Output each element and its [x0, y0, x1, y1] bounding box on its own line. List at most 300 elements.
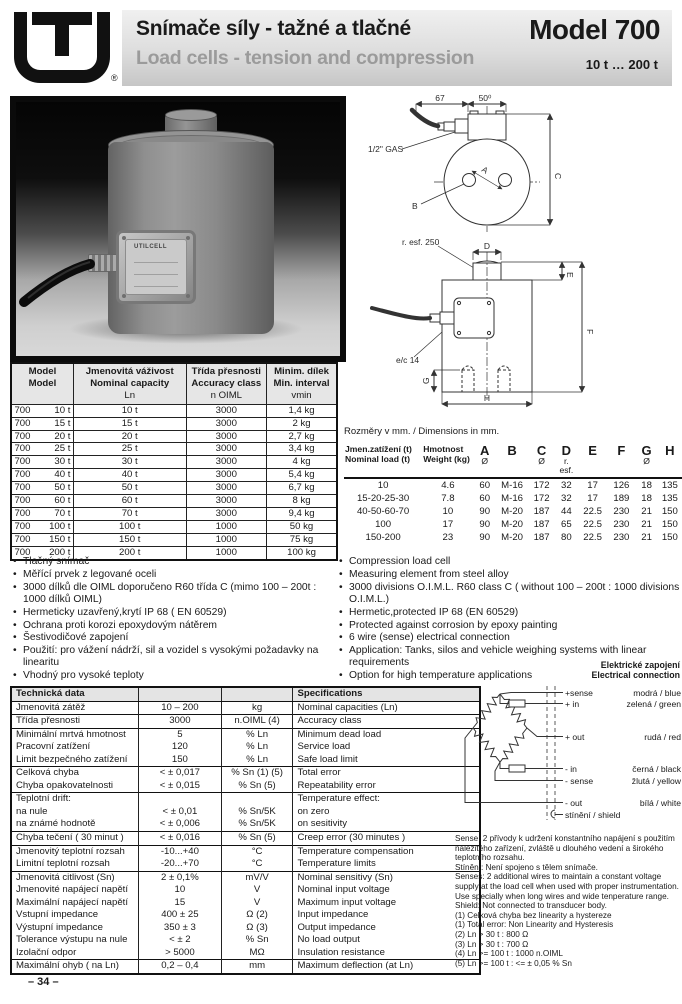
cell-capacity: 150 t [73, 533, 186, 546]
cell-model: 700 15 t [11, 417, 73, 430]
cell-class: 1000 [186, 533, 266, 546]
spec-label-en: Maximum input voltage [293, 897, 480, 910]
table-row [344, 492, 682, 505]
cell-interval: 50 kg [267, 520, 337, 533]
cell-model: 700 50 t [11, 482, 73, 495]
spec-label-en: Nominal sensitivy (Sn) [293, 871, 480, 884]
cell-f: 189 [613, 493, 630, 504]
cell-capacity: 40 t [73, 469, 186, 482]
table-row [11, 404, 337, 417]
spec-label-cs: Izolační odpor [11, 947, 139, 960]
spec-row [11, 767, 480, 780]
cell-load: 100 [375, 519, 392, 530]
cell-class: 3000 [186, 443, 266, 456]
electrical-connection-section [455, 658, 682, 832]
cell-class: 3000 [186, 404, 266, 417]
spec-value: 0,2 – 0,4 [139, 960, 222, 974]
spec-value: -10...+40 [139, 845, 222, 858]
wire-terminal: stínění / shield [565, 810, 621, 820]
cell-class: 3000 [186, 430, 266, 443]
cell-interval: 8 kg [267, 495, 337, 508]
dimensions-table [344, 445, 682, 544]
spec-label-cs: Limitní teplotní rozsah [11, 858, 139, 871]
r-esf-label: r. esf. 250 [402, 237, 440, 247]
cell-c: 172 [533, 493, 550, 504]
spec-header-row [11, 687, 480, 701]
spec-unit [221, 793, 293, 806]
cell-model: 700 10 t [11, 404, 73, 417]
page-subtitle: Load cells - tension and compression [136, 47, 475, 69]
spec-value: < ± 0,016 [139, 832, 222, 846]
wire-color: žlutá / yellow [631, 776, 681, 786]
wire-row [565, 764, 681, 774]
spec-unit: % Sn (1) (5) [221, 767, 293, 780]
spec-label-cs: Maximální ohyb ( na Ln) [11, 960, 139, 974]
header-accuracy: Třída přesnosti Accuracy class n OIML [186, 363, 266, 404]
spec-unit: % Ln [221, 741, 293, 754]
cell-load: 150-200 [365, 532, 401, 543]
wire-row [565, 732, 681, 742]
logo-t-stem [55, 12, 69, 56]
spec-row [11, 858, 480, 871]
spec-label-en: Minimum dead load [293, 728, 480, 741]
label-b: B [412, 201, 418, 211]
cell-weight: 10 [442, 506, 454, 517]
cell-capacity: 30 t [73, 456, 186, 469]
header-h: H [658, 445, 682, 478]
footnote: (1) Celková chyba bez linearity a hystereze [455, 910, 612, 920]
spec-value: 10 – 200 [139, 701, 222, 715]
gas-label: 1/2" GAS [368, 144, 404, 154]
table-row [11, 469, 337, 482]
table-row [11, 430, 337, 443]
spec-label-en: No load output [293, 934, 480, 947]
spec-title-en: Specifications [293, 687, 480, 701]
electrical-connection-title: Elektrické zapojení Electrical connection [591, 660, 680, 680]
spec-unit: kg [221, 701, 293, 715]
cell-model: 700 200 t [11, 546, 73, 559]
cell-g: 21 [641, 519, 652, 530]
spec-label-en: Nominal input voltage [293, 884, 480, 897]
cell-g: 21 [641, 506, 652, 517]
cell-class: 3000 [186, 495, 266, 508]
table-row [11, 520, 337, 533]
cell-model: 700 30 t [11, 456, 73, 469]
cell-g: 18 [641, 493, 652, 504]
spec-unit: V [221, 884, 293, 897]
drawing-svg [358, 92, 682, 426]
wire-color: rudá / red [644, 732, 681, 742]
spec-unit: mm [221, 960, 293, 974]
spec-unit: n.OIML (4) [221, 715, 293, 729]
cell-interval: 75 kg [267, 533, 337, 546]
spec-value: 10 [139, 884, 222, 897]
spec-unit: % Sn/5K [221, 806, 293, 819]
wire-terminal: - out [565, 798, 583, 808]
feature-item: • Hermeticky uzavřený,krytí IP 68 ( EN 60529) [12, 607, 336, 619]
cell-d: 44 [561, 506, 572, 517]
spec-label-en: Temperature compensation [293, 845, 480, 858]
spec-label-cs: Pracovní zatížení [11, 741, 139, 754]
feature-item: • Measuring element from steel alloy [338, 569, 682, 581]
spec-value: 2 ± 0,1% [139, 871, 222, 884]
capacity-table [10, 362, 338, 561]
dimensions-table-body [344, 478, 682, 544]
spec-value: < ± 0,015 [139, 780, 222, 793]
spec-row [11, 832, 480, 846]
features-list-czech [12, 556, 336, 683]
spec-value: 5 [139, 728, 222, 741]
cell-g: 18 [641, 480, 652, 491]
spec-header-spacer [221, 687, 293, 701]
header-banner [122, 10, 672, 86]
spec-label-en: Nominal capacities (Ln) [293, 701, 480, 715]
specifications-table-body [11, 687, 480, 701]
registered-mark: ® [111, 73, 118, 83]
spec-label-cs: Třída přesnosti [11, 715, 139, 729]
spec-row [11, 715, 480, 729]
spec-unit: % Ln [221, 754, 293, 767]
spec-label-cs: Maximální napájecí napětí [11, 897, 139, 910]
spec-label-cs: Vstupní impedance [11, 909, 139, 922]
header-interval: Minim. dílek Min. interval vmin [267, 363, 337, 404]
cell-c: 172 [533, 480, 550, 491]
ec14-label: e/c 14 [396, 355, 420, 365]
wire-row [565, 776, 681, 786]
page-number: – 34 – [28, 976, 59, 988]
footnote: (5) Ln >= 100 t : <= ± 0,05 % Sn [455, 958, 572, 968]
cell-a: 90 [479, 519, 491, 530]
spec-value: < ± 0,006 [139, 818, 222, 831]
cell-weight: 17 [442, 519, 454, 530]
spec-value: 350 ± 3 [139, 922, 222, 935]
cell-f: 230 [613, 532, 630, 543]
model-name: Model 700 [529, 14, 660, 45]
cell-interval: 9,4 kg [267, 507, 337, 520]
cell-d: 32 [561, 493, 572, 504]
feature-item: • Protected against corrosion by epoxy painting [338, 620, 682, 632]
footnote: Senses: 2 additional wires to maintain a constant voltage supply at the load cell when used with proper instrumentation. Use specially when long wires and wide tenperature range. [455, 872, 679, 901]
wire-terminal: + out [565, 732, 585, 742]
wire-row [565, 699, 681, 709]
cell-model: 700 60 t [11, 495, 73, 508]
spec-label-en: on zero [293, 806, 480, 819]
spec-label-cs: Minimální mrtvá hmotnost [11, 728, 139, 741]
wire-terminal: - in [565, 764, 577, 774]
cell-f: 126 [613, 480, 630, 491]
spec-label-en: Repeatability error [293, 780, 480, 793]
wire-row [565, 810, 681, 820]
label-h: H [483, 393, 491, 403]
cell-capacity: 25 t [73, 443, 186, 456]
feature-item: • Vhodný pro vysoké teploty [12, 670, 336, 682]
table-row [344, 531, 682, 544]
spec-row [11, 897, 480, 910]
cell-interval: 4 kg [267, 456, 337, 469]
spec-unit: V [221, 897, 293, 910]
spec-label-cs: Celková chyba [11, 767, 139, 780]
footnote: (3) Ln > 30 t : 700 Ω [455, 939, 529, 949]
cell-weight: 4.6 [441, 480, 455, 491]
cell-model: 700 100 t [11, 520, 73, 533]
cable-drawing [16, 102, 126, 342]
header-c: C Ø [528, 445, 555, 478]
spec-label-en: Accuracy class [293, 715, 480, 729]
spec-value: 120 [139, 741, 222, 754]
spec-label-cs: Chyba tečení ( 30 minut ) [11, 832, 139, 846]
spec-unit: % Ln [221, 728, 293, 741]
feature-item: • Použití: pro vážení nádrží, sil a vozidel s vysokými požadavky na linearitu [12, 645, 336, 669]
cell-class: 3000 [186, 507, 266, 520]
label-line [134, 274, 178, 275]
cell-h: 135 [661, 493, 678, 504]
cell-model: 700 150 t [11, 533, 73, 546]
spec-row [11, 806, 480, 819]
wire-row [565, 798, 681, 808]
spec-row [11, 934, 480, 947]
spec-value: < ± 2 [139, 934, 222, 947]
spec-unit: % Sn [221, 934, 293, 947]
cell-interval: 2 kg [267, 417, 337, 430]
technical-drawing [358, 92, 682, 426]
spec-label-cs: Tolerance výstupu na nule [11, 934, 139, 947]
feature-item: • Compression load cell [338, 556, 682, 568]
cell-interval: 2,7 kg [267, 430, 337, 443]
spec-row [11, 793, 480, 806]
spec-row [11, 871, 480, 884]
spec-row [11, 728, 480, 741]
cell-capacity: 200 t [73, 546, 186, 559]
header-g: G Ø [635, 445, 657, 478]
feature-item: • 3000 divisions O.I.M.L. R60 class C ( without 100 – 200t : 1000 divisions O.I.M.L.) [338, 582, 682, 606]
cell-d: 65 [561, 519, 572, 530]
spec-unit: Ω (2) [221, 909, 293, 922]
product-photo [10, 96, 346, 362]
cell-f: 230 [613, 519, 630, 530]
spec-row [11, 818, 480, 831]
capacity-table-header [11, 363, 337, 404]
table-row [11, 482, 337, 495]
spec-label-en: Output impedance [293, 922, 480, 935]
wire-labels [455, 658, 682, 832]
footnotes [455, 834, 682, 968]
label-a: A [479, 164, 490, 176]
cell-load: 40-50-60-70 [356, 506, 410, 517]
spec-label-en: Maximum deflection (at Ln) [293, 960, 480, 974]
cell-a: 60 [479, 480, 491, 491]
cell-h: 150 [661, 519, 678, 530]
cell-class: 3000 [186, 469, 266, 482]
cell-a: 90 [479, 532, 491, 543]
spec-label-cs: Jmenovitá zátěž [11, 701, 139, 715]
cell-weight: 7.8 [441, 493, 455, 504]
capacity-table-body [11, 404, 337, 559]
label-g: G [421, 377, 431, 384]
table-row [344, 518, 682, 531]
cell-b: M-16 [501, 480, 523, 491]
spec-row [11, 701, 480, 715]
table-row [344, 505, 682, 518]
dim-67: 67 [435, 93, 445, 103]
dimensions-title: Rozměry v mm. / Dimensions in mm. [344, 426, 500, 437]
spec-header-spacer [139, 687, 222, 701]
footnote: (2) Ln > 30 t : 800 Ω [455, 929, 529, 939]
cell-e: 22.5 [583, 532, 602, 543]
spec-value: -20...+70 [139, 858, 222, 871]
spec-row [11, 909, 480, 922]
label-d: D [483, 241, 491, 251]
cell-f: 230 [613, 506, 630, 517]
footnote: Stínění: Není spojeno s tělem snímače. [455, 862, 598, 872]
wire-color: zelená / green [626, 699, 681, 709]
cell-capacity: 10 t [73, 404, 186, 417]
load-button-top [165, 109, 217, 121]
junction-box-label: UTILCELL [134, 244, 167, 250]
cell-class: 3000 [186, 482, 266, 495]
spec-label-cs: Výstupní impedance [11, 922, 139, 935]
cell-e: 17 [587, 480, 598, 491]
cell-b: M-20 [501, 532, 523, 543]
cell-b: M-20 [501, 506, 523, 517]
feature-item: • Šestivodičové zapojení [12, 632, 336, 644]
header-model: Model Model [11, 363, 73, 404]
cell-h: 150 [661, 532, 678, 543]
cell-class: 1000 [186, 520, 266, 533]
cell-c: 187 [533, 532, 550, 543]
cell-model: 700 20 t [11, 430, 73, 443]
spec-rows [11, 701, 480, 974]
feature-item: • Option for high temperature applications [338, 670, 682, 682]
spec-label-en: Creep error (30 minutes ) [293, 832, 480, 846]
cell-load: 15-20-25-30 [356, 493, 410, 504]
header-capacity: Jmenovitá váživost Nominal capacity Ln [73, 363, 186, 404]
table-row [11, 443, 337, 456]
feature-item: • Ochrana proti korozi epoxydovým nátěrem [12, 620, 336, 632]
table-row [11, 417, 337, 430]
page-title: Snímače síly - tažné a tlačné [136, 17, 411, 40]
footnote: Sense: 2 přívody k udržení konstantního napájení s použitím náležitého zařízení, zvláště u dlouhého vedení a širokého teplotního rozsahu. [455, 834, 675, 863]
photo-background [16, 102, 340, 356]
header-b: B [496, 445, 529, 478]
spec-row [11, 884, 480, 897]
spec-label-cs: Jmenovité napájecí napětí [11, 884, 139, 897]
spec-value: < ± 0,017 [139, 767, 222, 780]
spec-label-en: Temperature limits [293, 858, 480, 871]
table-row [344, 478, 682, 492]
wire-terminal: +sense [565, 688, 593, 698]
header-weight: Hmotnost Weight (kg) [422, 445, 473, 478]
wire-color: černá / black [632, 764, 681, 774]
label-e: E [565, 272, 575, 278]
cell-interval: 6,7 kg [267, 482, 337, 495]
cell-class: 3000 [186, 417, 266, 430]
header-load: Jmen.zatížení (t) Nominal load (t) [344, 445, 422, 478]
spec-value: 400 ± 25 [139, 909, 222, 922]
cell-model: 700 40 t [11, 469, 73, 482]
spec-label-cs: na nule [11, 806, 139, 819]
spec-label-en: Temperature effect: [293, 793, 480, 806]
spec-unit: °C [221, 845, 293, 858]
screw-icon [186, 294, 190, 298]
cell-e: 22.5 [583, 506, 602, 517]
footnote: Shield: Not connected to transducer body. [455, 901, 607, 911]
spec-label-en: Input impedance [293, 909, 480, 922]
feature-item: • 3000 dílků dle OIML doporučeno R60 třída C (mimo 100 – 200t : 1000 dílků OIML) [12, 582, 336, 606]
footnote: (4) Ln >= 100 t : 1000 n.OIML [455, 949, 563, 959]
specifications-table [10, 686, 481, 975]
table-row [11, 456, 337, 469]
spec-row [11, 960, 480, 974]
wire-terminal: - sense [565, 776, 594, 786]
table-row [11, 507, 337, 520]
cell-capacity: 100 t [73, 520, 186, 533]
spec-value: 3000 [139, 715, 222, 729]
cell-e: 17 [587, 493, 598, 504]
cell-model: 700 70 t [11, 507, 73, 520]
spec-title-cs: Technická data [11, 687, 139, 701]
spec-value: < ± 0,01 [139, 806, 222, 819]
header-a: A Ø [474, 445, 496, 478]
spec-label-en: Insulation resistance [293, 947, 480, 960]
junction-box-plate [125, 239, 187, 295]
footnote: (1) Total error: Non Linearity and Hysteresis [455, 920, 614, 930]
cell-capacity: 15 t [73, 417, 186, 430]
cell-d: 32 [561, 480, 572, 491]
spec-label-cs: Limit bezpečného zatížení [11, 754, 139, 767]
cell-capacity: 60 t [73, 495, 186, 508]
spec-label-cs: Jmenovitá citlivost (Sn) [11, 871, 139, 884]
dimensions-section [344, 426, 682, 544]
dim-50: 50⁰ [478, 93, 492, 103]
cell-class: 3000 [186, 456, 266, 469]
cell-capacity: 20 t [73, 430, 186, 443]
cell-load: 10 [377, 480, 389, 491]
cell-g: 21 [641, 532, 652, 543]
feature-item: • 6 wire (sense) electrical connection [338, 632, 682, 644]
dimensions-table-header [344, 445, 682, 478]
screw-icon [186, 236, 190, 240]
table-row [11, 533, 337, 546]
cell-interval: 100 kg [267, 546, 337, 559]
spec-unit: % Sn/5K [221, 818, 293, 831]
utilcell-logo-icon [12, 10, 122, 90]
header-e: E [578, 445, 607, 478]
table-row [11, 495, 337, 508]
spec-label-cs: Jmenovitý teplotní rozsah [11, 845, 139, 858]
wire-row [565, 688, 681, 698]
feature-item: • Měřící prvek z legované oceli [12, 569, 336, 581]
spec-label-en: Service load [293, 741, 480, 754]
spec-value [139, 793, 222, 806]
feature-item: • Application: Tanks, silos and vehicle weighing systems with linear requirements [338, 645, 682, 669]
cell-interval: 3,4 kg [267, 443, 337, 456]
spec-unit: °C [221, 858, 293, 871]
spec-label-cs: na známé hodnotě [11, 818, 139, 831]
wire-color: bílá / white [639, 798, 681, 808]
spec-label-en: Total error [293, 767, 480, 780]
cell-c: 187 [533, 519, 550, 530]
cell-b: M-16 [501, 493, 523, 504]
cell-interval: 1,4 kg [267, 404, 337, 417]
cell-weight: 23 [442, 532, 454, 543]
spec-unit: % Sn (5) [221, 832, 293, 846]
label-line [134, 286, 178, 287]
label-c: C [553, 173, 563, 180]
spec-unit: % Sn (5) [221, 780, 293, 793]
cell-interval: 5,4 kg [267, 469, 337, 482]
capacity-range: 10 t … 200 t [585, 57, 658, 72]
spec-unit: mV/V [221, 871, 293, 884]
